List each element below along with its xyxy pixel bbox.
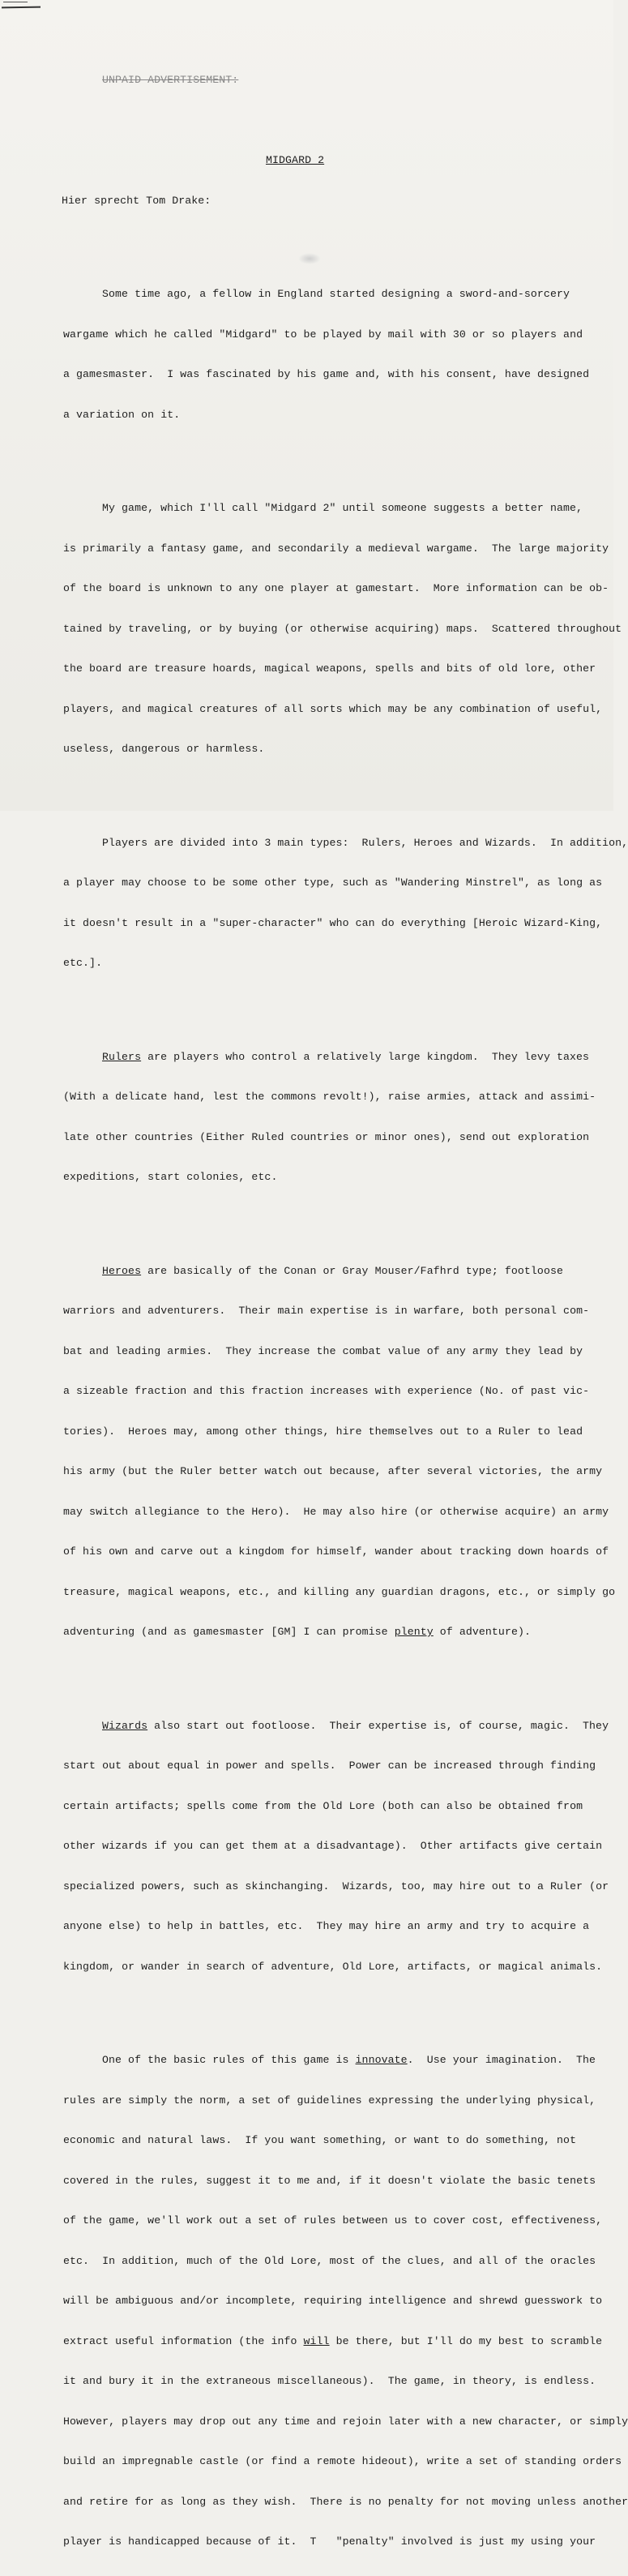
rules-line: etc. In addition, much of the Old Lore, most of the clues, and all of the oracles [63, 2254, 596, 2267]
rules-line: it and bury it in the extraneous miscellaneous). The game, in theory, is endless. [63, 2375, 596, 2387]
rules-line: However, players may drop out any time and rejoin later with a new character, or simply [63, 2415, 628, 2428]
document-title: MIDGARD 2 [266, 154, 325, 166]
heroes-line: may switch allegiance to the Hero). He may also hire (or otherwise acquire) an army [63, 1505, 609, 1518]
unpaid-advertisement-label: UNPAID ADVERTISEMENT: [102, 74, 239, 86]
p3-line: a player may choose to be some other type, such as "Wandering Minstrel", as long as [63, 877, 603, 889]
wizards-term: Wizards [102, 1719, 148, 1732]
rulers-line: Rulers are players who control a relatively large kingdom. They levy taxes [102, 1050, 590, 1063]
rules-line: will be ambiguous and/or incomplete, requiring intelligence and shrewd guesswork to [63, 2295, 603, 2307]
p3-line: Players are divided into 3 main types: Rulers, Heroes and Wizards. In addition, [102, 836, 628, 849]
rulers-term: Rulers [102, 1050, 142, 1063]
wizards-line: kingdom, or wander in search of adventure, Old Lore, artifacts, or magical animals. [63, 1960, 603, 1973]
heroes-line: treasure, magical weapons, etc., and killing any guardian dragons, etc., or simply go [63, 1585, 616, 1598]
p2-line: players, and magical creatures of all sorts which may be any combination of useful, [63, 702, 603, 715]
rules-line: extract useful information (the info will be there, but I'll do my best to scramble [63, 2334, 603, 2347]
rules-line: One of the basic rules of this game is innovate. Use your imagination. The [102, 2054, 596, 2066]
p1-line: a variation on it. [63, 408, 181, 421]
p2-line: My game, which I'll call "Midgard 2" until someone suggests a better name, [102, 502, 583, 514]
p3-line: etc.]. [63, 957, 103, 969]
heroes-line: warriors and adventurers. Their main expertise is in warfare, both personal com- [63, 1305, 590, 1317]
wizards-line: specialized powers, such as skinchanging. Wizards, too, may hire out to a Ruler (or [63, 1879, 609, 1892]
p3-line: it doesn't result in a "super-character" who can do everything [Heroic Wizard-King, [63, 916, 603, 929]
rulers-line: late other countries (Either Ruled countries or minor ones), send out exploration [63, 1130, 590, 1143]
p1-line: a gamesmaster. I was fascinated by his game and, with his consent, have designed [63, 368, 590, 380]
heroes-line: bat and leading armies. They increase the combat value of any army they lead by [63, 1344, 583, 1357]
p1-line: Some time ago, a fellow in England started designing a sword-and-sorcery [102, 288, 570, 300]
heroes-line: of his own and carve out a kingdom for himself, wander about tracking down hoards of [63, 1545, 609, 1558]
pen-mark [2, 6, 41, 9]
rules-line: of the game, we'll work out a set of rules between us to cover cost, effectiveness, [63, 2214, 603, 2227]
rules-line: build an impregnable castle (or find a remote hideout), write a set of standing orders [63, 2455, 622, 2467]
heroes-term: Heroes [102, 1264, 142, 1277]
rules-line: economic and natural laws. If you want something, or want to do something, not [63, 2134, 577, 2146]
p2-line: of the board is unknown to any one player at gamestart. More information can be ob- [63, 582, 609, 594]
rulers-line: (With a delicate hand, lest the commons revolt!), raise armies, attack and assimi- [63, 1091, 596, 1103]
heroes-line: his army (but the Ruler better watch out because, after several victories, the army [63, 1465, 603, 1477]
rules-line: player is handicapped because of it. T "penalty" involved is just my using your [63, 2535, 596, 2548]
wizards-line: Wizards also start out footloose. Their expertise is, of course, magic. They [102, 1719, 609, 1732]
p1-line: wargame which he called "Midgard" to be played by mail with 30 or so players and [63, 328, 583, 341]
rules-line: covered in the rules, suggest it to me and, if it doesn't violate the basic tenets [63, 2174, 596, 2187]
heroes-line: tories). Heroes may, among other things, hire themselves out to a Ruler to lead [63, 1425, 583, 1438]
rulers-line: expeditions, start colonies, etc. [63, 1171, 278, 1183]
typed-text [62, 47, 628, 2576]
heroes-line: a sizeable fraction and this fraction increases with experience (No. of past vic- [63, 1385, 590, 1397]
p2-line: useless, dangerous or harmless. [63, 743, 265, 755]
rules-line: and retire for as long as they wish. There is no penalty for not moving unless another [63, 2495, 628, 2508]
p2-line: tained by traveling, or by buying (or otherwise acquiring) maps. Scattered throughout [63, 622, 622, 635]
greeting: Hier sprecht Tom Drake: [62, 194, 211, 207]
heroes-line: Heroes are basically of the Conan or Gray Mouser/Fafhrd type; footloose [102, 1264, 563, 1277]
p2-line: the board are treasure hoards, magical weapons, spells and bits of old lore, other [63, 662, 596, 675]
wizards-line: certain artifacts; spells come from the Old Lore (both can also be obtained from [63, 1799, 583, 1812]
wizards-line: start out about equal in power and spells. Power can be increased through finding [63, 1759, 596, 1772]
rules-line: rules are simply the norm, a set of guidelines expressing the underlying physical, [63, 2094, 596, 2107]
heroes-line: adventuring (and as gamesmaster [GM] I can promise plenty of adventure). [63, 1626, 532, 1638]
wizards-line: other wizards if you can get them at a disadvantage). Other artifacts give certain [63, 1840, 603, 1852]
p2-line: is primarily a fantasy game, and secondarily a medieval wargame. The large majority [63, 542, 609, 555]
wizards-line: anyone else) to help in battles, etc. They may hire an army and try to acquire a [63, 1920, 590, 1932]
